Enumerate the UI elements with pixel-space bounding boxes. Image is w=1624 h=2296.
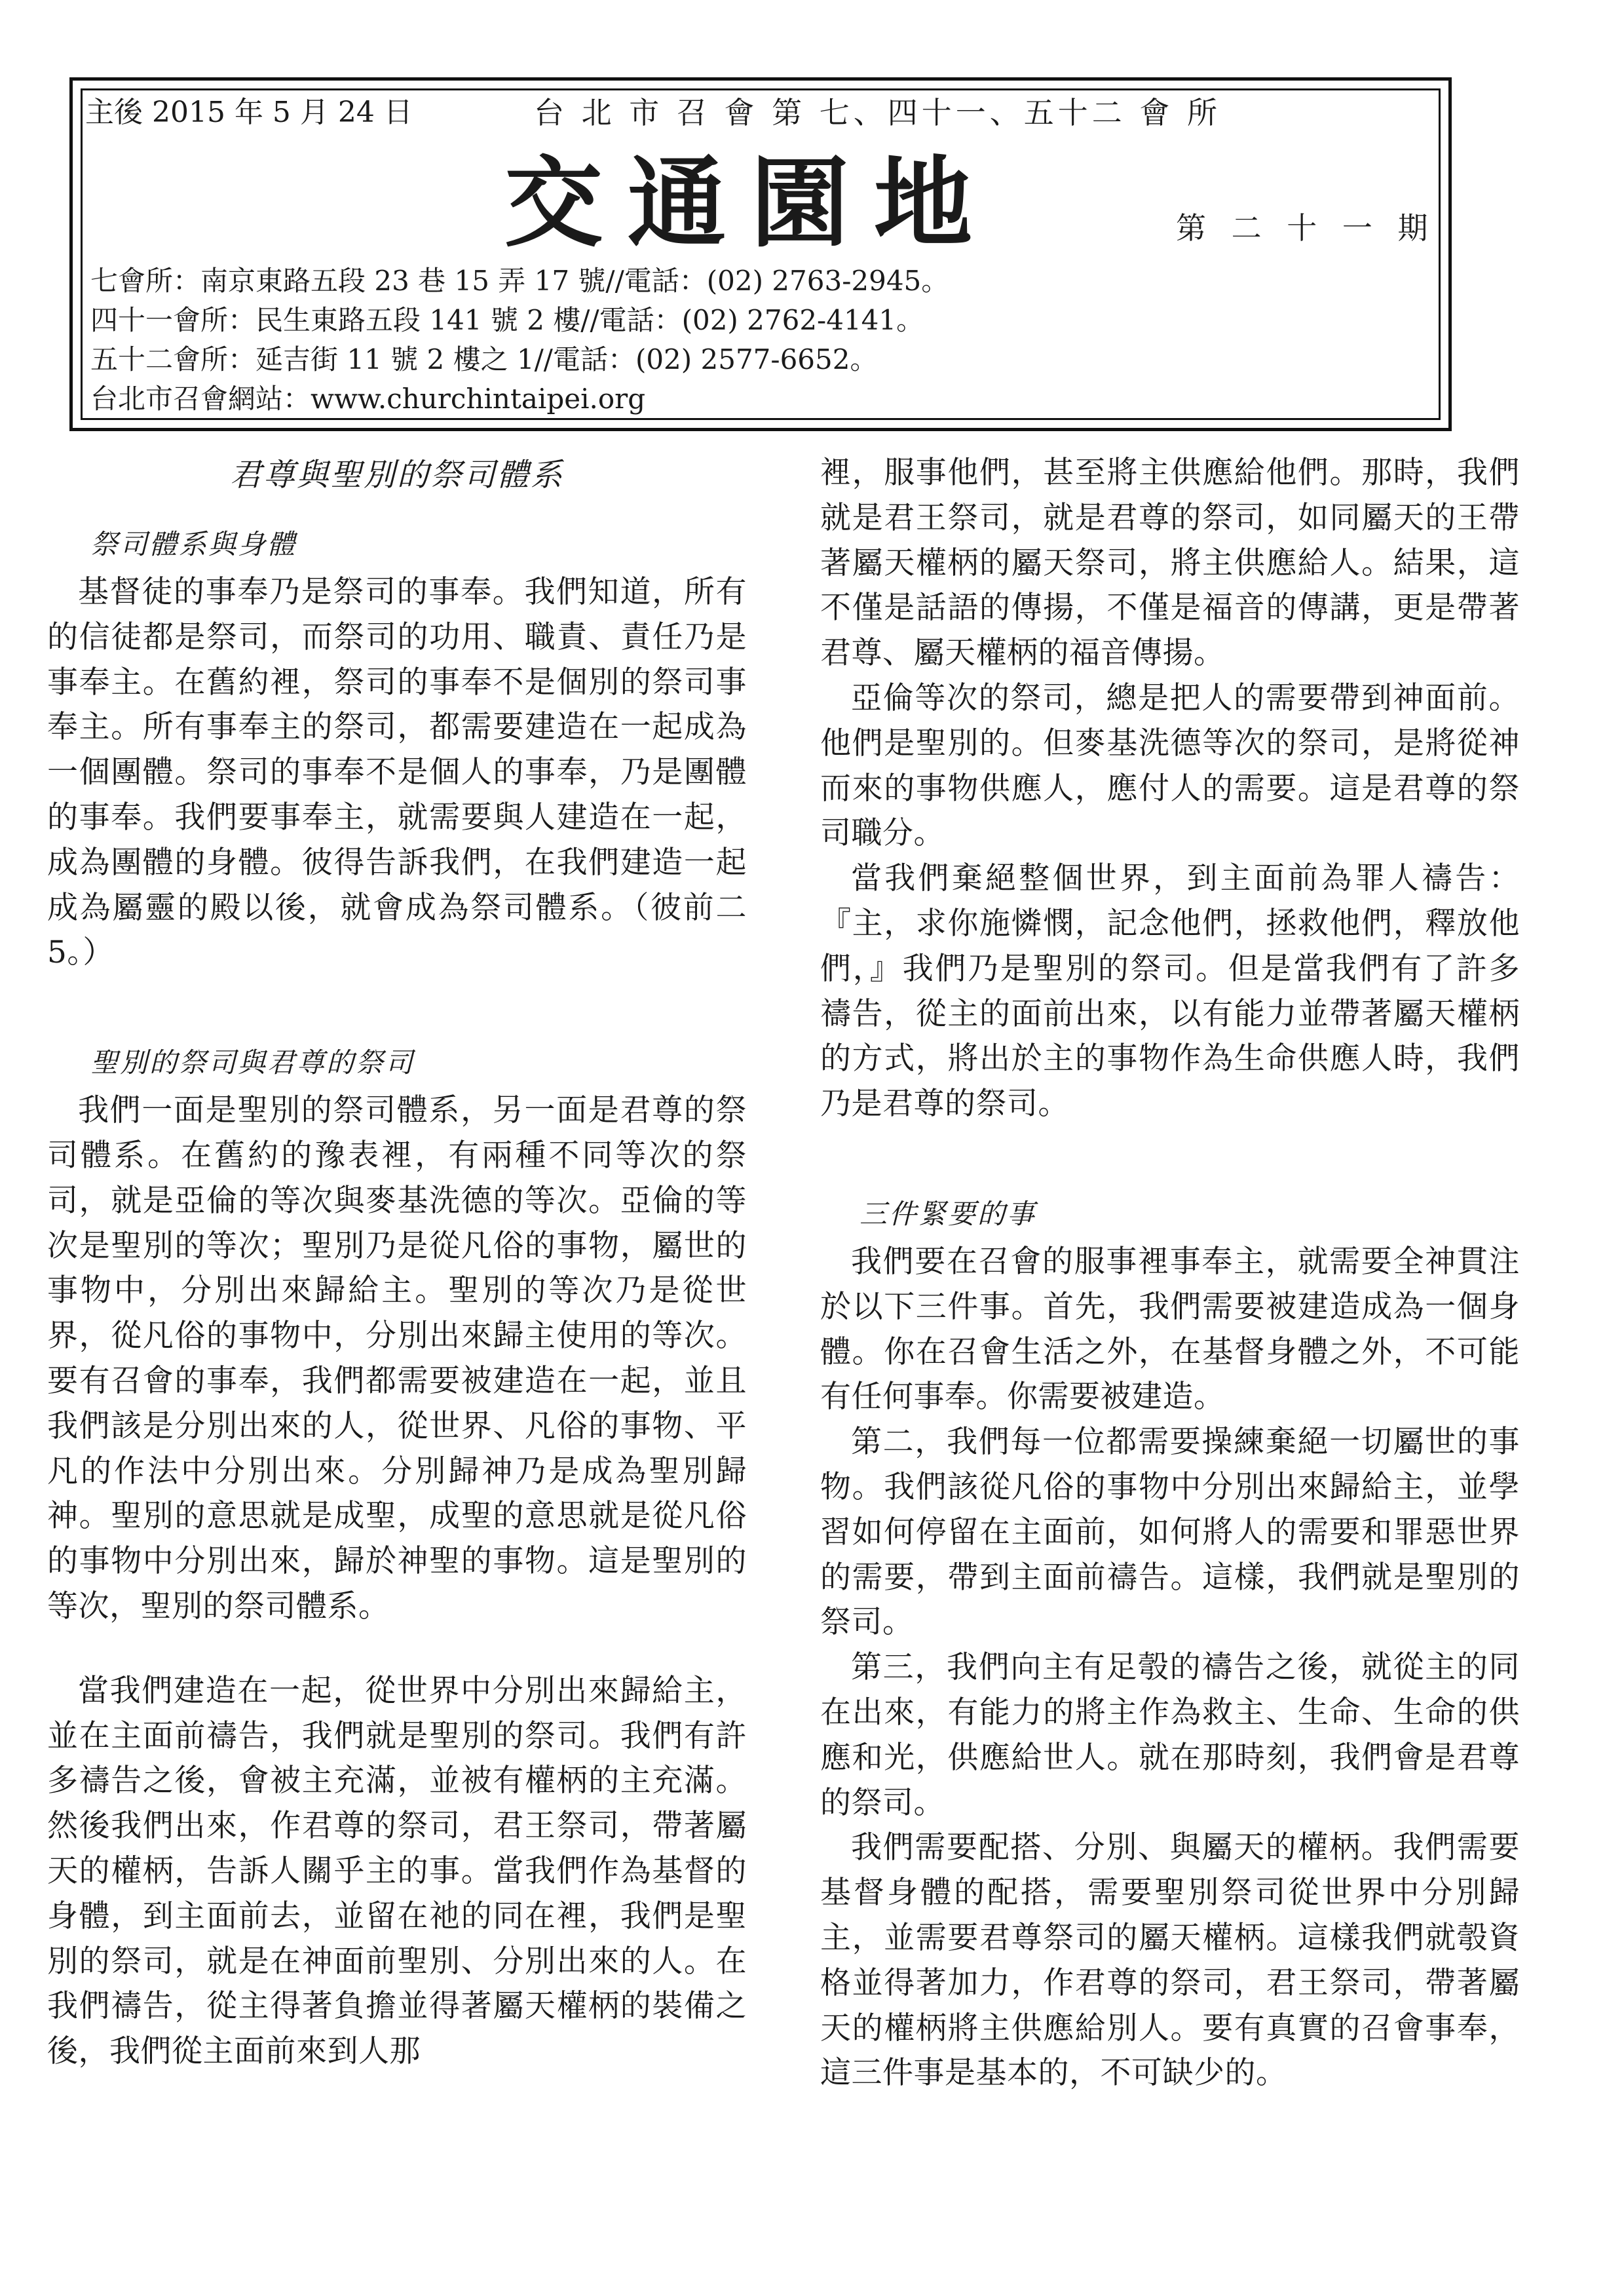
section-heading: 聖別的祭司與君尊的祭司 (90, 1046, 415, 1079)
newsletter-title: 交通園地 (504, 145, 998, 261)
paragraph: 我們一面是聖別的祭司體系，另一面是君尊的祭司體系。在舊約的豫表裡，有兩種不同等次的祭司，就是亞倫的等次與麥基洗德的等次。亞倫的等次是聖別的等次；聖別乃是從凡俗的事物，屬世的事物中，分別出來歸給主。聖別的等次乃是從世界，從凡俗的事物中，分別出來歸主使用的等次。要有召會的事奉，我們都需要被建造在一起，並且我們該是分別出來的人，從世界、凡俗的事物、平凡的作法中分別出來。分別歸神乃是成為聖別歸神。聖別的意思就是成聖，成聖的意思就是從凡俗的事物中分別出來，歸於神聖的事物。這是聖別的等次，聖別的祭司體系。 (47, 1092, 747, 1624)
left-column (47, 452, 747, 2075)
paragraph: 我們需要配搭、分別、與屬天的權柄。我們需要基督身體的配搭，需要聖別祭司從世界中分別歸主，並需要君尊祭司的屬天權柄。這樣我們就彀資格並得著加力，作君尊的祭司，君王祭司，帶著屬天的權柄將主供應給別人。要有真實的召會事奉，這三件事是基本的，不可缺少的。 (820, 1829, 1520, 2092)
section-heading: 三件緊要的事 (859, 1197, 1037, 1230)
right-column (820, 451, 1520, 2096)
paragraph: 當我們棄絕整個世界，到主面前為罪人禱告：『主，求你施憐憫，記念他們，拯救他們，釋放他們，』我們乃是聖別的祭司。但是當我們有了許多禱告，從主的面前出來，以有能力並帶著屬天權柄的方式，將出於主的事物作為生命供應人時，我們乃是君尊的祭司。 (820, 860, 1520, 1122)
address-hall-7: 七會所：南京東路五段 23 巷 15 弄 17 號//電話：(02) 2763-2945。 (90, 265, 949, 297)
address-hall-52: 五十二會所：延吉街 11 號 2 樓之 1//電話：(02) 2577-6652。 (90, 343, 878, 375)
paragraph: 亞倫等次的祭司，總是把人的需要帶到神面前。他們是聖別的。但麥基洗德等次的祭司，是將從神而來的事物供應人，應付人的需要。這是君尊的祭司職分。 (820, 679, 1520, 852)
issue-number: 第 二 十 一 期 (1176, 210, 1436, 246)
article-title: 君尊與聖別的祭司體系 (229, 457, 564, 493)
issue-date: 主後 2015 年 5 月 24 日 (85, 96, 413, 129)
address-hall-41: 四十一會所：民生東路五段 141 號 2 樓//電話：(02) 2762-4141。 (90, 304, 924, 336)
paragraph: 基督徒的事奉乃是祭司的事奉。我們知道，所有的信徒都是祭司，而祭司的功用、職責、責任乃是事奉主。在舊約裡，祭司的事奉不是個別的祭司事奉主。所有事奉主的祭司，都需要建造在一起成為一個團體。祭司的事奉不是個人的事奉，乃是團體的事奉。我們要事奉主，就需要與人建造在一起，成為團體的身體。彼得告訴我們，在我們建造一起成為屬靈的殿以後，就會成為祭司體系。（彼前二 5。） (47, 574, 747, 971)
paragraph-continued: 裡，服事他們，甚至將主供應給他們。那時，我們就是君王祭司，就是君尊的祭司，如同屬天的王帶著屬天權柄的屬天祭司，將主供應給人。結果，這不僅是話語的傳揚，不僅是福音的傳講，更是帶著君尊、屬天權柄的福音傳揚。 (820, 455, 1520, 672)
paragraph: 我們要在召會的服事裡事奉主，就需要全神貫注於以下三件事。首先，我們需要被建造成為一個身體。你在召會生活之外，在基督身體之外，不可能有任何事奉。你需要被建造。 (820, 1243, 1520, 1415)
paragraph: 第三，我們向主有足彀的禱告之後，就從主的同在出來，有能力的將主作為救主、生命、生命的供應和光，供應給世人。就在那時刻，我們會是君尊的祭司。 (820, 1649, 1520, 1821)
assembly-name: 台 北 市 召 會 第 七、四十一、五十二 會 所 (534, 95, 1221, 130)
website-line: 台北市召會網站：www.churchintaipei.org (90, 383, 646, 415)
paragraph: 第二，我們每一位都需要操練棄絕一切屬世的事物。我們該從凡俗的事物中分別出來歸給主，並學習如何停留在主面前，如何將人的需要和罪惡世界的需要，帶到主面前禱告。這樣，我們就是聖別的祭司。 (820, 1424, 1520, 1641)
section-heading: 祭司體系與身體 (90, 528, 297, 560)
paragraph: 當我們建造在一起，從世界中分別出來歸給主，並在主面前禱告，我們就是聖別的祭司。我們有許多禱告之後，會被主充滿，並被有權柄的主充滿。然後我們出來，作君尊的祭司，君王祭司，帶著屬天的權柄，告訴人關乎主的事。當我們作為基督的身體，到主面前去，並留在祂的同在裡，我們是聖別的祭司，就是在神面前聖別、分別出來的人。在我們禱告，從主得著負擔並得著屬天權柄的裝備之後，我們從主面前來到人那 (47, 1672, 747, 2070)
